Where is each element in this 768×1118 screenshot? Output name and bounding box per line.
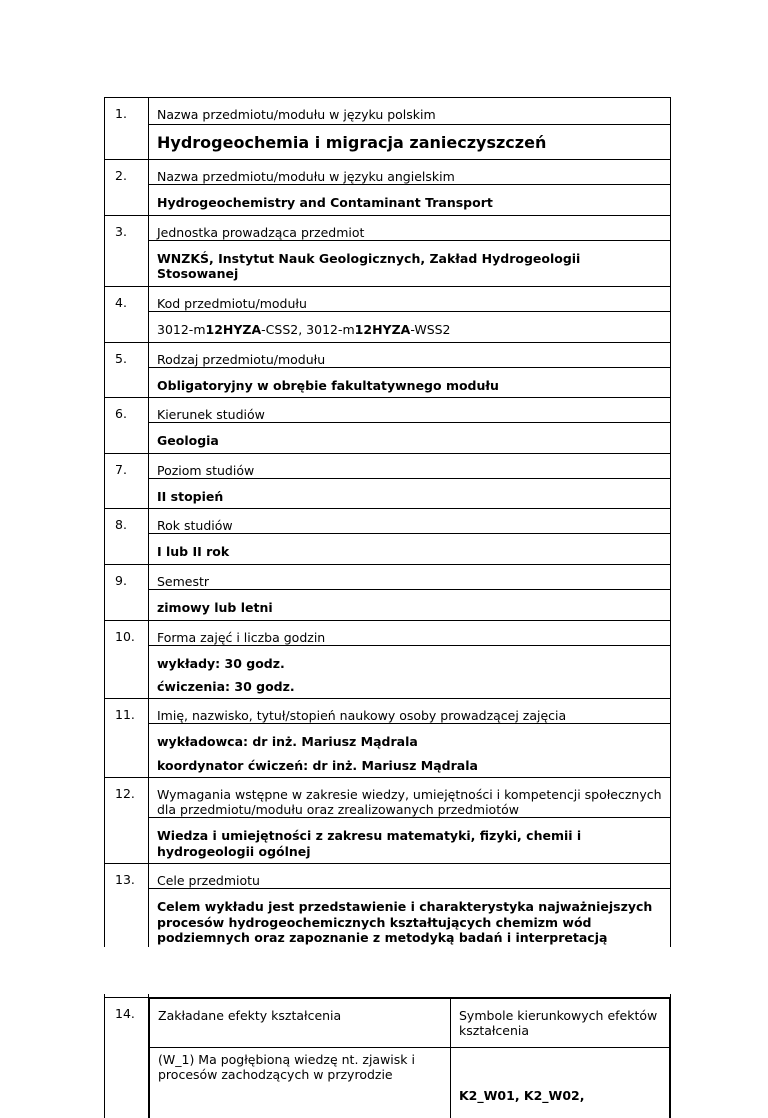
- row-number: 5.: [115, 350, 127, 366]
- row-12: [105, 777, 671, 817]
- row-number: 3.: [115, 223, 127, 239]
- row-number: 9.: [115, 573, 127, 588]
- hours-lectures: wykłady: 30 godz.: [157, 655, 285, 671]
- semester: zimowy lub letni: [157, 600, 273, 615]
- field-label: Wymagania wstępne w zakresie wiedzy, umiejętności i kompetencji społecznych dla przedmiotu/modułu oraz zrealizowanych przedmiotów: [157, 786, 662, 817]
- row-5: [105, 342, 671, 367]
- row-number: 13.: [115, 872, 135, 888]
- row-number: 2.: [115, 168, 127, 183]
- course-type: Obligatoryjny w obrębie fakultatywnego modułu: [157, 377, 499, 393]
- row-number: 10.: [115, 628, 135, 644]
- outcome-symbols: K2_W01, K2_W02,: [459, 1088, 585, 1104]
- row-3: [105, 215, 671, 240]
- row-2: [105, 160, 671, 185]
- field-of-study: Geologia: [157, 433, 219, 449]
- row-7: [105, 453, 671, 478]
- row-number: 12.: [115, 785, 135, 801]
- field-label: Poziom studiów: [157, 462, 255, 478]
- course-code: 3012-m12HYZA-CSS2, 3012-m12HYZA-WSS2: [157, 321, 451, 337]
- study-year: I lub II rok: [157, 544, 230, 560]
- row-14: [105, 997, 671, 1118]
- field-label: Imię, nazwisko, tytuł/stopień naukowy osoby prowadzącej zajęcia: [157, 708, 567, 724]
- field-label: Cele przedmiotu: [157, 873, 260, 889]
- row-4: [105, 286, 671, 311]
- row-number: 4.: [115, 294, 127, 310]
- unit-value: WNZKŚ, Instytut Nauk Geologicznych, Zakład Hydrogeologii Stosowanej: [157, 250, 581, 282]
- row-number: 8.: [115, 517, 127, 533]
- row-number: 14.: [115, 1005, 135, 1021]
- field-label: Kierunek studiów: [157, 407, 265, 423]
- field-label: Zakładane efekty kształcenia: [158, 1007, 342, 1023]
- lecturer: wykładowca: dr inż. Mariusz Mądrala: [157, 734, 418, 750]
- row-8: [105, 509, 671, 534]
- page-bottom-margin: [0, 947, 768, 994]
- field-label: Forma zajęć i liczba godzin: [157, 629, 326, 645]
- course-name-pl: Hydrogeochemia i migracja zanieczyszczeń: [157, 133, 547, 152]
- field-label-symbols: Symbole kierunkowych efektów kształcenia: [459, 1007, 658, 1038]
- field-label: Kod przedmiotu/modułu: [157, 295, 307, 311]
- row-number: 11.: [115, 707, 135, 723]
- row-1: [105, 98, 671, 125]
- row-13: [105, 864, 671, 889]
- row-9: [105, 565, 671, 590]
- row-10: [105, 620, 671, 645]
- field-label: Rodzaj przedmiotu/modułu: [157, 351, 326, 367]
- hours-exercises: ćwiczenia: 30 godz.: [157, 679, 295, 695]
- field-label: Nazwa przedmiotu/modułu w języku polskim: [157, 107, 436, 122]
- study-level: II stopień: [157, 488, 224, 504]
- row-6: [105, 398, 671, 423]
- prerequisites: Wiedza i umiejętności z zakresu matematyki, fizyki, chemii i hydrogeologii ogólnej: [157, 827, 582, 859]
- learning-outcomes-table: [149, 998, 670, 1118]
- row-11: [105, 699, 671, 724]
- field-label: Jednostka prowadząca przedmiot: [157, 224, 365, 240]
- field-label: Semestr: [157, 574, 210, 589]
- row-number: 6.: [115, 406, 127, 422]
- row-number: 1.: [115, 106, 127, 121]
- learning-outcome: (W_1) Ma pogłębioną wiedzę nt. zjawisk i procesów zachodzących w przyrodzie: [158, 1051, 415, 1082]
- row-number: 7.: [115, 461, 127, 477]
- course-objectives: Celem wykładu jest przedstawienie i charakterystyka najważniejszych procesów hydrogeochemicznych kształtujących chemizm wód podziemnych oraz zapoznanie z metodyką badań i interpretacją: [157, 899, 653, 946]
- exercise-coordinator: koordynator ćwiczeń: dr inż. Mariusz Mądrala: [157, 757, 478, 773]
- field-label: Nazwa przedmiotu/modułu w języku angielskim: [157, 169, 455, 184]
- course-name-en: Hydrogeochemistry and Contaminant Transport: [157, 195, 493, 210]
- field-label: Rok studiów: [157, 518, 233, 534]
